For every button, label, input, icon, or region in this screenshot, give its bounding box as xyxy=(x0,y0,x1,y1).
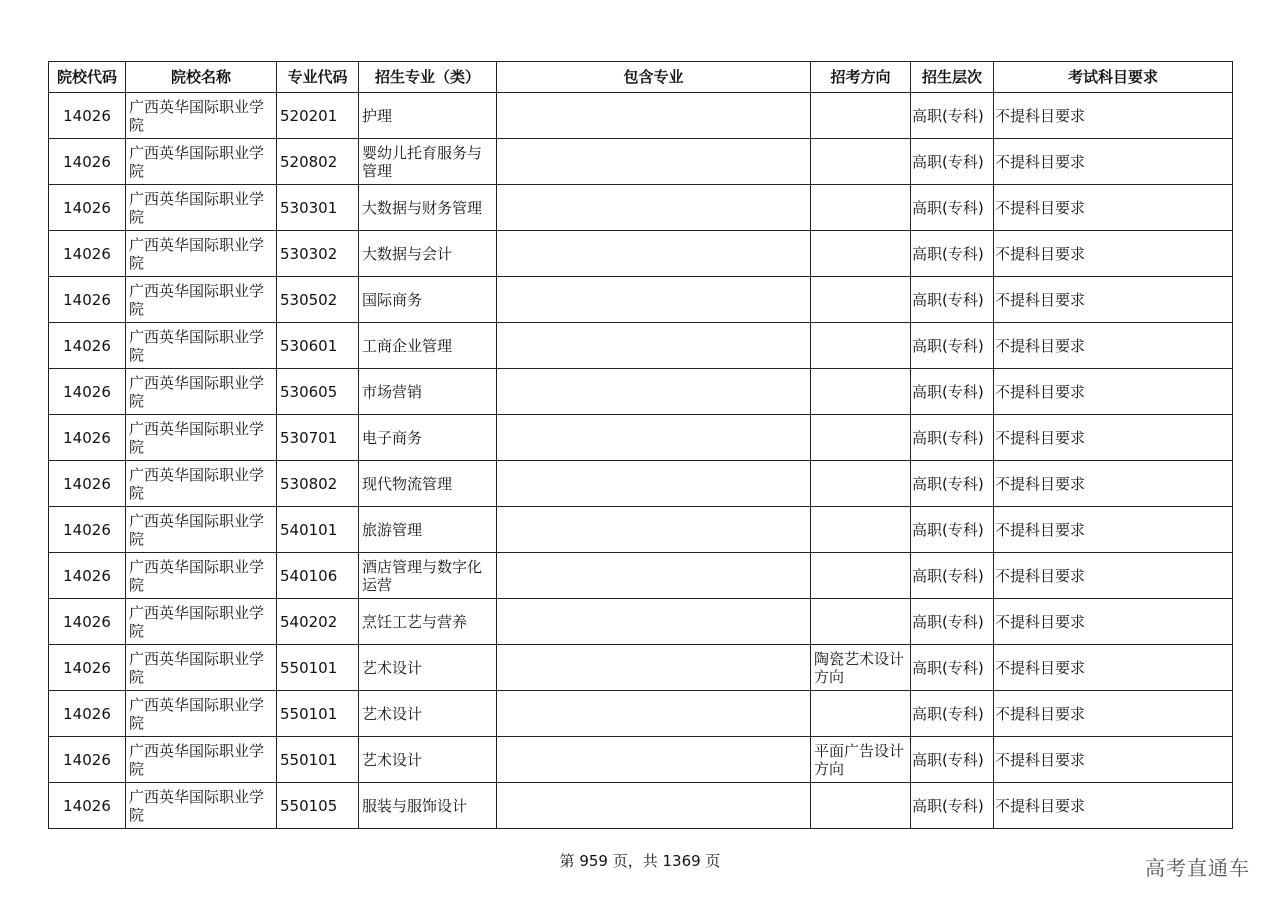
major-cell: 服装与服饰设计 xyxy=(359,783,497,829)
major-code-cell: 540101 xyxy=(277,507,359,553)
school-code-cell: 14026 xyxy=(49,783,126,829)
direction-cell: 陶瓷艺术设计方向 xyxy=(811,645,911,691)
included-majors-cell xyxy=(497,415,811,461)
requirement-cell: 不提科目要求 xyxy=(994,783,1233,829)
included-majors-cell xyxy=(497,139,811,185)
requirement-cell: 不提科目要求 xyxy=(994,231,1233,277)
direction-cell xyxy=(811,415,911,461)
level-cell: 高职(专科) xyxy=(911,553,994,599)
direction-cell xyxy=(811,139,911,185)
table-row xyxy=(49,599,1233,645)
table-row xyxy=(49,461,1233,507)
watermark-text: 高考直通车 xyxy=(1145,856,1250,880)
school-name-cell: 广西英华国际职业学院 xyxy=(126,93,277,139)
level-cell: 高职(专科) xyxy=(911,507,994,553)
school-name-cell: 广西英华国际职业学院 xyxy=(126,599,277,645)
table-row xyxy=(49,323,1233,369)
direction-cell xyxy=(811,783,911,829)
school-name-cell: 广西英华国际职业学院 xyxy=(126,737,277,783)
major-code-cell: 550101 xyxy=(277,645,359,691)
included-majors-cell xyxy=(497,93,811,139)
included-majors-cell xyxy=(497,553,811,599)
table-header-row xyxy=(49,62,1233,93)
level-cell: 高职(专科) xyxy=(911,231,994,277)
major-code-cell: 520201 xyxy=(277,93,359,139)
major-code-cell: 530701 xyxy=(277,415,359,461)
school-name-cell: 广西英华国际职业学院 xyxy=(126,645,277,691)
direction-cell xyxy=(811,599,911,645)
major-code-cell: 530802 xyxy=(277,461,359,507)
major-code-cell: 530301 xyxy=(277,185,359,231)
included-majors-cell xyxy=(497,507,811,553)
major-cell: 现代物流管理 xyxy=(359,461,497,507)
direction-cell xyxy=(811,461,911,507)
included-majors-cell xyxy=(497,369,811,415)
major-code-cell: 530605 xyxy=(277,369,359,415)
level-cell: 高职(专科) xyxy=(911,645,994,691)
level-cell: 高职(专科) xyxy=(911,185,994,231)
direction-cell xyxy=(811,93,911,139)
header-included-majors: 包含专业 xyxy=(497,62,811,93)
table-row xyxy=(49,415,1233,461)
table-row xyxy=(49,277,1233,323)
major-cell: 艺术设计 xyxy=(359,645,497,691)
requirement-cell: 不提科目要求 xyxy=(994,185,1233,231)
school-name-cell: 广西英华国际职业学院 xyxy=(126,461,277,507)
table-row xyxy=(49,139,1233,185)
school-name-cell: 广西英华国际职业学院 xyxy=(126,507,277,553)
level-cell: 高职(专科) xyxy=(911,783,994,829)
level-cell: 高职(专科) xyxy=(911,323,994,369)
header-school-name: 院校名称 xyxy=(126,62,277,93)
school-code-cell: 14026 xyxy=(49,185,126,231)
school-name-cell: 广西英华国际职业学院 xyxy=(126,323,277,369)
direction-cell xyxy=(811,553,911,599)
major-code-cell: 550101 xyxy=(277,737,359,783)
included-majors-cell xyxy=(497,277,811,323)
level-cell: 高职(专科) xyxy=(911,691,994,737)
school-name-cell: 广西英华国际职业学院 xyxy=(126,185,277,231)
level-cell: 高职(专科) xyxy=(911,93,994,139)
major-code-cell: 540202 xyxy=(277,599,359,645)
major-cell: 艺术设计 xyxy=(359,691,497,737)
header-requirement: 考试科目要求 xyxy=(994,62,1233,93)
school-name-cell: 广西英华国际职业学院 xyxy=(126,553,277,599)
requirement-cell: 不提科目要求 xyxy=(994,737,1233,783)
requirement-cell: 不提科目要求 xyxy=(994,645,1233,691)
school-code-cell: 14026 xyxy=(49,139,126,185)
school-code-cell: 14026 xyxy=(49,369,126,415)
table-row xyxy=(49,737,1233,783)
school-code-cell: 14026 xyxy=(49,691,126,737)
direction-cell xyxy=(811,277,911,323)
direction-cell xyxy=(811,323,911,369)
included-majors-cell xyxy=(497,185,811,231)
included-majors-cell xyxy=(497,783,811,829)
requirement-cell: 不提科目要求 xyxy=(994,323,1233,369)
direction-cell: 平面广告设计方向 xyxy=(811,737,911,783)
school-name-cell: 广西英华国际职业学院 xyxy=(126,277,277,323)
level-cell: 高职(专科) xyxy=(911,461,994,507)
level-cell: 高职(专科) xyxy=(911,599,994,645)
major-code-cell: 530302 xyxy=(277,231,359,277)
major-cell: 电子商务 xyxy=(359,415,497,461)
school-code-cell: 14026 xyxy=(49,323,126,369)
requirement-cell: 不提科目要求 xyxy=(994,691,1233,737)
school-code-cell: 14026 xyxy=(49,599,126,645)
page-number: 第 959 页，共 1369 页 xyxy=(559,852,721,870)
header-direction: 招考方向 xyxy=(811,62,911,93)
school-code-cell: 14026 xyxy=(49,231,126,277)
requirement-cell: 不提科目要求 xyxy=(994,369,1233,415)
included-majors-cell xyxy=(497,645,811,691)
header-level: 招生层次 xyxy=(911,62,994,93)
major-cell: 国际商务 xyxy=(359,277,497,323)
table-row xyxy=(49,645,1233,691)
direction-cell xyxy=(811,185,911,231)
major-cell: 旅游管理 xyxy=(359,507,497,553)
major-code-cell: 540106 xyxy=(277,553,359,599)
requirement-cell: 不提科目要求 xyxy=(994,93,1233,139)
school-code-cell: 14026 xyxy=(49,461,126,507)
admission-table xyxy=(48,61,1233,829)
school-name-cell: 广西英华国际职业学院 xyxy=(126,139,277,185)
school-code-cell: 14026 xyxy=(49,93,126,139)
major-code-cell: 530601 xyxy=(277,323,359,369)
major-code-cell: 530502 xyxy=(277,277,359,323)
included-majors-cell xyxy=(497,231,811,277)
school-name-cell: 广西英华国际职业学院 xyxy=(126,369,277,415)
included-majors-cell xyxy=(497,691,811,737)
major-code-cell: 520802 xyxy=(277,139,359,185)
table-row xyxy=(49,369,1233,415)
table-row xyxy=(49,783,1233,829)
major-cell: 婴幼儿托育服务与管理 xyxy=(359,139,497,185)
level-cell: 高职(专科) xyxy=(911,277,994,323)
major-cell: 大数据与财务管理 xyxy=(359,185,497,231)
school-code-cell: 14026 xyxy=(49,277,126,323)
table-row xyxy=(49,691,1233,737)
school-code-cell: 14026 xyxy=(49,415,126,461)
major-cell: 艺术设计 xyxy=(359,737,497,783)
level-cell: 高职(专科) xyxy=(911,369,994,415)
school-code-cell: 14026 xyxy=(49,737,126,783)
school-name-cell: 广西英华国际职业学院 xyxy=(126,231,277,277)
header-major-code: 专业代码 xyxy=(277,62,359,93)
major-cell: 烹饪工艺与营养 xyxy=(359,599,497,645)
major-cell: 工商企业管理 xyxy=(359,323,497,369)
school-name-cell: 广西英华国际职业学院 xyxy=(126,783,277,829)
requirement-cell: 不提科目要求 xyxy=(994,415,1233,461)
requirement-cell: 不提科目要求 xyxy=(994,553,1233,599)
included-majors-cell xyxy=(497,461,811,507)
school-code-cell: 14026 xyxy=(49,507,126,553)
major-code-cell: 550101 xyxy=(277,691,359,737)
direction-cell xyxy=(811,369,911,415)
requirement-cell: 不提科目要求 xyxy=(994,461,1233,507)
header-major: 招生专业（类） xyxy=(359,62,497,93)
major-code-cell: 550105 xyxy=(277,783,359,829)
requirement-cell: 不提科目要求 xyxy=(994,507,1233,553)
table-row xyxy=(49,231,1233,277)
level-cell: 高职(专科) xyxy=(911,737,994,783)
level-cell: 高职(专科) xyxy=(911,139,994,185)
requirement-cell: 不提科目要求 xyxy=(994,277,1233,323)
direction-cell xyxy=(811,691,911,737)
school-code-cell: 14026 xyxy=(49,645,126,691)
direction-cell xyxy=(811,507,911,553)
major-cell: 护理 xyxy=(359,93,497,139)
school-name-cell: 广西英华国际职业学院 xyxy=(126,415,277,461)
requirement-cell: 不提科目要求 xyxy=(994,139,1233,185)
header-school-code: 院校代码 xyxy=(49,62,126,93)
school-code-cell: 14026 xyxy=(49,553,126,599)
included-majors-cell xyxy=(497,737,811,783)
direction-cell xyxy=(811,231,911,277)
major-cell: 市场营销 xyxy=(359,369,497,415)
included-majors-cell xyxy=(497,599,811,645)
major-cell: 大数据与会计 xyxy=(359,231,497,277)
table-row xyxy=(49,553,1233,599)
included-majors-cell xyxy=(497,323,811,369)
table-row xyxy=(49,185,1233,231)
major-cell: 酒店管理与数字化运营 xyxy=(359,553,497,599)
table-row xyxy=(49,93,1233,139)
table-row xyxy=(49,507,1233,553)
school-name-cell: 广西英华国际职业学院 xyxy=(126,691,277,737)
requirement-cell: 不提科目要求 xyxy=(994,599,1233,645)
level-cell: 高职(专科) xyxy=(911,415,994,461)
